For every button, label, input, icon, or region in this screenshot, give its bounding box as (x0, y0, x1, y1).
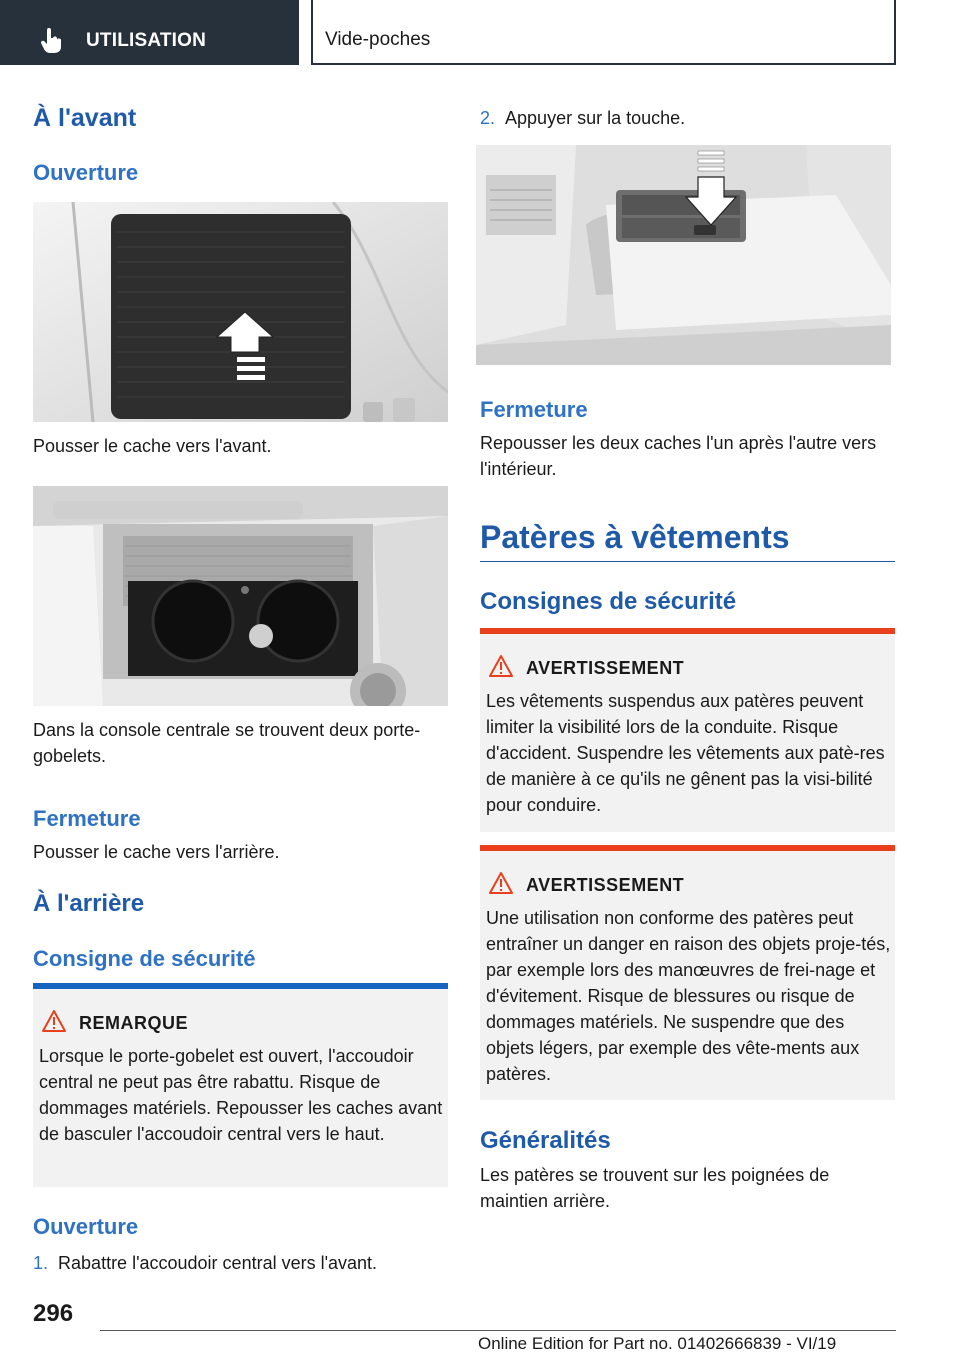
header-section-tab (0, 0, 299, 65)
warning-box-2 (480, 845, 895, 1100)
heading-closing-rear: Fermeture (480, 397, 588, 422)
step-2-text: Appuyer sur la touche. (505, 108, 686, 128)
warning-triangle-icon (488, 654, 514, 678)
caption-console-cupholders: Dans la console centrale se trouvent deux porte-gobelets. (33, 720, 421, 766)
heading-opening: Ouverture (33, 160, 139, 185)
warning-text-1: Les vêtements suspendus aux patères peuvent limiter la visibilité lors de la conduite. Risque d'accident. Suspendre les vêtements aux patè-res de manière à ce qu'ils ne gênent pas la visi-bilité pour conduire. (486, 691, 885, 815)
header-section-label: UTILISATION (86, 30, 207, 51)
heading-underline (480, 561, 895, 562)
header-chapter-box (311, 0, 896, 65)
caption-push-forward: Pousser le cache vers l'avant. (33, 436, 272, 456)
photo-cupholders (33, 486, 448, 706)
footer-rule (100, 1330, 896, 1331)
step-1 (33, 1250, 448, 1276)
heading-coat-hooks: Patères à vêtements (480, 519, 790, 555)
step-2-number: 2. (480, 108, 496, 128)
heading-front: À l'avant (33, 104, 137, 132)
warning-box-1 (480, 628, 895, 832)
notice-text: Lorsque le porte-gobelet est ouvert, l'accoudoir central ne peut pas être rabattu. Risque de dommages matériels. Repousser les caches avant de basculer l'accoudoir central vers le haut. (39, 1046, 443, 1144)
text-closing: Pousser le cache vers l'arrière. (33, 842, 280, 862)
heading-closing: Fermeture (33, 806, 141, 831)
warning-bar-2 (480, 845, 895, 851)
warning-text-2: Une utilisation non conforme des patères peut entraîner un danger en raison des objets proje-tés, par exemple lors des manœuvres de frei-nage et d'évitement. Risque de blessures ou risque de dommages matériels. Ne suspendre que des objets légers, par exemple des vête-ments aux patères. (486, 908, 891, 1084)
step-1-text: Rabattre l'accoudoir central vers l'avant. (58, 1253, 378, 1273)
footer-edition: Online Edition for Part no. 01402666839 - VI/19 (478, 1334, 837, 1353)
photo-rear-armrest (476, 145, 891, 365)
header-chapter-label: Vide-poches (325, 29, 431, 50)
warning-bar-1 (480, 628, 895, 634)
step-2 (480, 105, 895, 131)
heading-safety-notice: Consigne de sécurité (33, 946, 256, 971)
warning-label-1: AVERTISSEMENT (526, 658, 685, 678)
warning-label-2: AVERTISSEMENT (526, 875, 685, 895)
warning-triangle-icon (488, 871, 514, 895)
hand-pointer-icon (40, 28, 62, 54)
page-number: 296 (33, 1300, 74, 1327)
heading-safety-notices: Consignes de sécurité (480, 588, 737, 615)
heading-general: Généralités (480, 1127, 611, 1154)
text-general: Les patères se trouvent sur les poignées de maintien arrière. (480, 1165, 830, 1211)
notice-label: REMARQUE (79, 1013, 189, 1033)
step-1-number: 1. (33, 1253, 49, 1273)
notice-bar (33, 983, 448, 989)
heading-opening-rear: Ouverture (33, 1214, 139, 1239)
notice-box (33, 983, 448, 1187)
text-closing-rear: Repousser les deux caches l'un après l'autre vers l'intérieur. (480, 433, 877, 479)
photo-front-cover (33, 202, 448, 422)
heading-rear: À l'arrière (33, 890, 145, 917)
warning-triangle-icon (41, 1009, 67, 1033)
